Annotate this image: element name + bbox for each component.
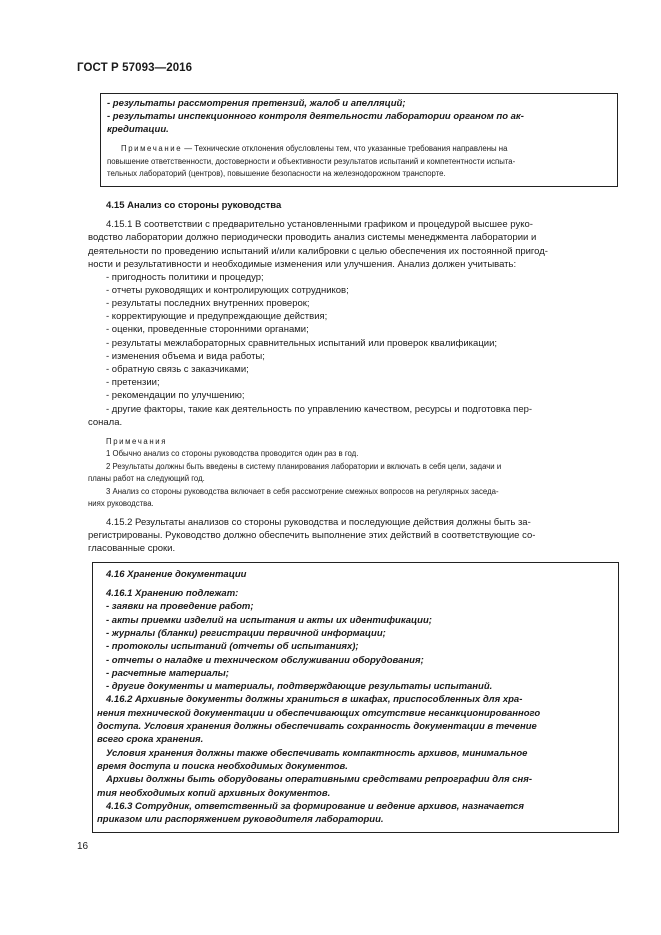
- para-line: ности и результативности и необходимые изменения или улучшения. Анализ должен учитывать:: [88, 259, 517, 270]
- box2-line: Архивы должны быть оборудованы оперативными средствами репрографии для сня-: [106, 774, 533, 785]
- list-item: - корректирующие и предупреждающие действия;: [106, 311, 328, 322]
- list-item: - изменения объема и вида работы;: [106, 351, 265, 362]
- box2-line: Условия хранения должны также обеспечивать компактность архивов, минимальное: [106, 748, 528, 759]
- section-heading-4-15: 4.15 Анализ со стороны руководства: [106, 200, 282, 211]
- list-item: - другие факторы, такие как деятельность по управлению качеством, ресурсы и подготовка пер-: [106, 404, 533, 415]
- list-item: сонала.: [88, 417, 123, 428]
- list-item: - обратную связь с заказчиками;: [106, 364, 249, 375]
- para-line: водство лаборатории должно периодически проводить анализ системы менеджмента лаборатории и: [88, 232, 537, 243]
- box1-note-line-3: тельных лабораторий (центров), повышение безопасности на железнодорожном транспорте.: [107, 169, 446, 178]
- box2-line: доступа. Условия хранения должны обеспечивать сохранность документации в течение: [97, 721, 537, 732]
- box2-line: нения технической документации и обеспечивающих отсутствие несанкционированного: [97, 708, 541, 719]
- section-heading-4-16: 4.16 Хранение документации: [106, 569, 247, 580]
- para-line: деятельности по проведению испытаний и/или калибровки с целью обеспечения их постоянной пригод-: [88, 246, 548, 257]
- list-item: - результаты межлабораторных сравнительных испытаний или проверок квалификации;: [106, 338, 498, 349]
- para-line: регистрированы. Руководство должно обеспечить выполнение этих действий в соответствующие со-: [88, 530, 536, 541]
- box2-line: - журналы (бланки) регистрации первичной информации;: [106, 628, 386, 639]
- box2-line: тия необходимых копий архивных документов.: [97, 788, 331, 799]
- page-number: 16: [77, 841, 89, 852]
- note-line: 2 Результаты должны быть введены в систему планирования лаборатории и включать в себя цели, задачи и: [106, 462, 502, 471]
- list-item: - результаты последних внутренних проверок;: [106, 298, 310, 309]
- note-line: планы работ на следующий год.: [88, 474, 205, 483]
- box1-note-text: — Технические отклонения обусловлены тем, что указанные требования направлены на: [182, 144, 508, 153]
- box1-note-line-1: [121, 143, 507, 155]
- list-item: - претензии;: [106, 377, 160, 388]
- box2-line: 4.16.3 Сотрудник, ответственный за формирование и ведение архивов, назначается: [106, 801, 524, 812]
- document-code: ГОСТ Р 57093—2016: [77, 62, 193, 74]
- box2-line: 4.16.2 Архивные документы должны храниться в шкафах, приспособленных для хра-: [106, 694, 523, 705]
- box2-line: всего срока хранения.: [97, 734, 204, 745]
- box2-line: - протоколы испытаний (отчеты об испытаниях);: [106, 641, 359, 652]
- note-line: ниях руководства.: [88, 499, 154, 508]
- list-item: - отчеты руководящих и контролирующих сотрудников;: [106, 285, 349, 296]
- box2-line: - акты приемки изделий на испытания и акты их идентификации;: [106, 615, 432, 626]
- para-line: 4.15.1 В соответствии с предварительно установленными графиком и процедурой высшее руко-: [106, 219, 533, 230]
- box2-line: - другие документы и материалы, подтверждающие результаты испытаний.: [106, 681, 493, 692]
- note-line: 3 Анализ со стороны руководства включает в себя рассмотрение смежных вопросов на регулярных заседа-: [106, 487, 499, 496]
- box2-line: - заявки на проведение работ;: [106, 601, 254, 612]
- box1-note-label: Примечание: [121, 144, 183, 153]
- box1-line-2: - результаты инспекционного контроля деятельности лаборатории органом по ак-: [107, 111, 524, 122]
- box2-line: 4.16.1 Хранению подлежат:: [106, 588, 239, 599]
- para-line: 4.15.2 Результаты анализов со стороны руководства и последующие действия должны быть за-: [106, 517, 531, 528]
- box1-note-line-2: повышение ответственности, достоверности и объективности результатов испытаний и компетентности испыта-: [107, 157, 516, 166]
- box2-line: время доступа и поиска необходимых документов.: [97, 761, 348, 772]
- notes-label: Примечания: [106, 437, 168, 446]
- para-line: гласованные сроки.: [88, 543, 176, 554]
- box1-line-1: - результаты рассмотрения претензий, жалоб и апелляций;: [107, 98, 406, 109]
- list-item: - рекомендации по улучшению;: [106, 390, 245, 401]
- list-item: - оценки, проведенные сторонними органами;: [106, 324, 309, 335]
- box2-line: приказом или распоряжением руководителя лаборатории.: [97, 814, 384, 825]
- box2-line: - расчетные материалы;: [106, 668, 229, 679]
- list-item: - пригодность политики и процедур;: [106, 272, 264, 283]
- box1-line-3: кредитации.: [107, 124, 169, 135]
- note-line: 1 Обычно анализ со стороны руководства проводится один раз в год.: [106, 449, 359, 458]
- box2-line: - отчеты о наладке и техническом обслуживании оборудования;: [106, 655, 424, 666]
